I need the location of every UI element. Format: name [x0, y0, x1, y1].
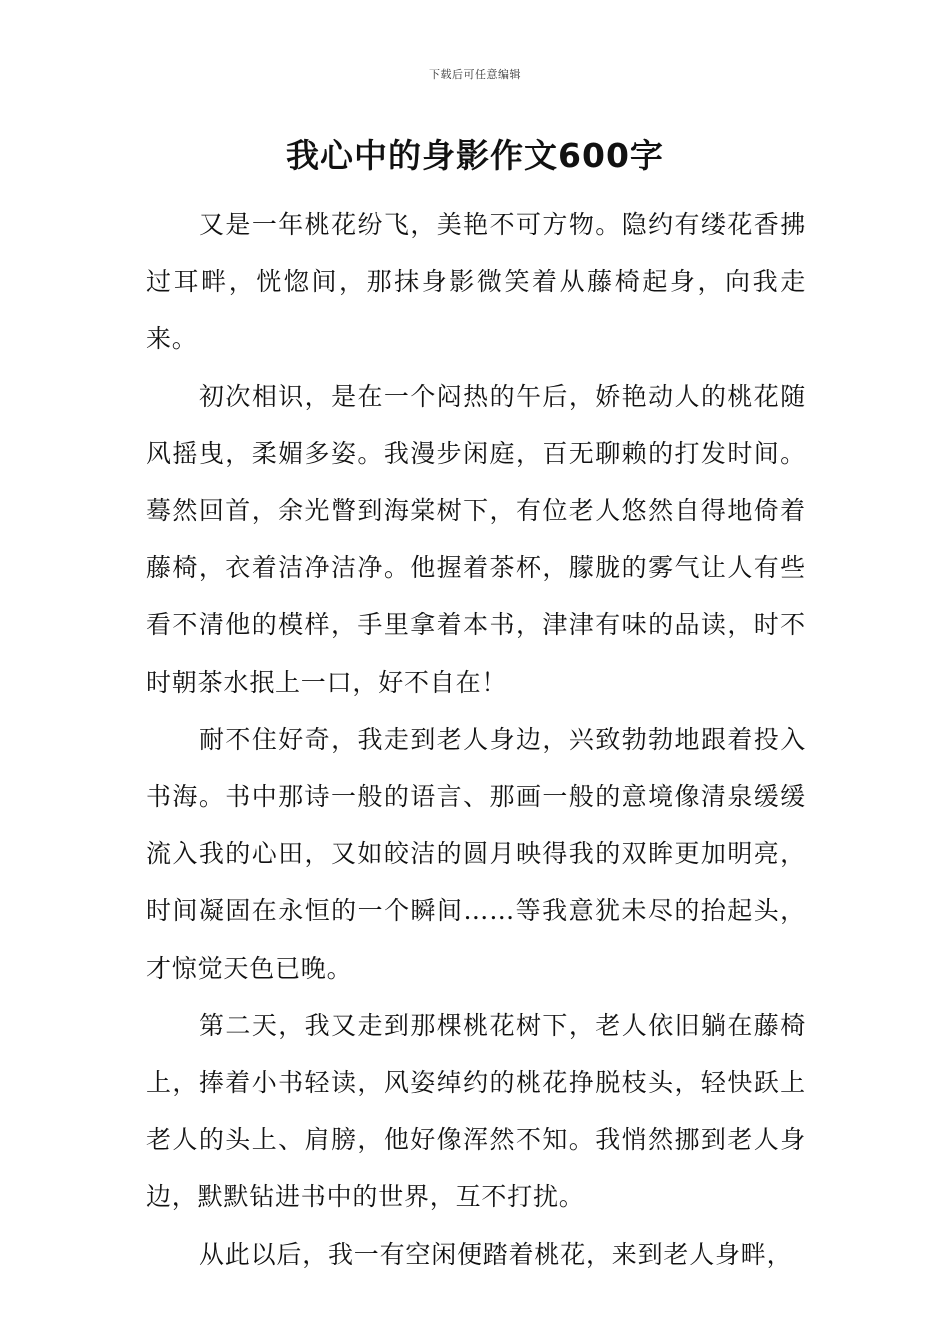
- paragraph: 第二天，我又走到那棵桃花树下，老人依旧躺在藤椅上，捧着小书轻读，风姿绰约的桃花挣脱枝头，轻快跃上老人的头上、肩膀，他好像浑然不知。我悄然挪到老人身边，默默钻进书中的世界，互不打扰。: [146, 1010, 806, 1212]
- paragraph: 从此以后，我一有空闲便踏着桃花，来到老人身畔，: [199, 1239, 793, 1269]
- paragraph: 初次相识，是在一个闷热的午后，娇艳动人的桃花随风摇曳，柔媚多姿。我漫步闲庭，百无聊赖的打发时间。蓦然回首，余光瞥到海棠树下，有位老人悠然自得地倚着藤椅，衣着洁净洁净。他握着茶杯，朦胧的雾气让人有些看不清他的模样，手里拿着本书，津津有味的品读，时不时朝茶水抿上一口，好不自在！: [146, 381, 806, 697]
- header-note: 下载后可任意编辑: [429, 68, 521, 81]
- paragraph: 又是一年桃花纷飞，美艳不可方物。隐约有缕花香拂过耳畔，恍惚间，那抹身影微笑着从藤椅起身，向我走来。: [146, 210, 806, 354]
- document-title: 我心中的身影作文600字: [286, 136, 664, 175]
- document-body: [146, 196, 806, 1283]
- paragraph: 耐不住好奇，我走到老人身边，兴致勃勃地跟着投入书海。书中那诗一般的语言、那画一般的意境像清泉缓缓流入我的心田，又如皎洁的圆月映得我的双眸更加明亮，时间凝固在永恒的一个瞬间……等我意犹未尽的抬起头，才惊觉天色已晚。: [146, 724, 806, 983]
